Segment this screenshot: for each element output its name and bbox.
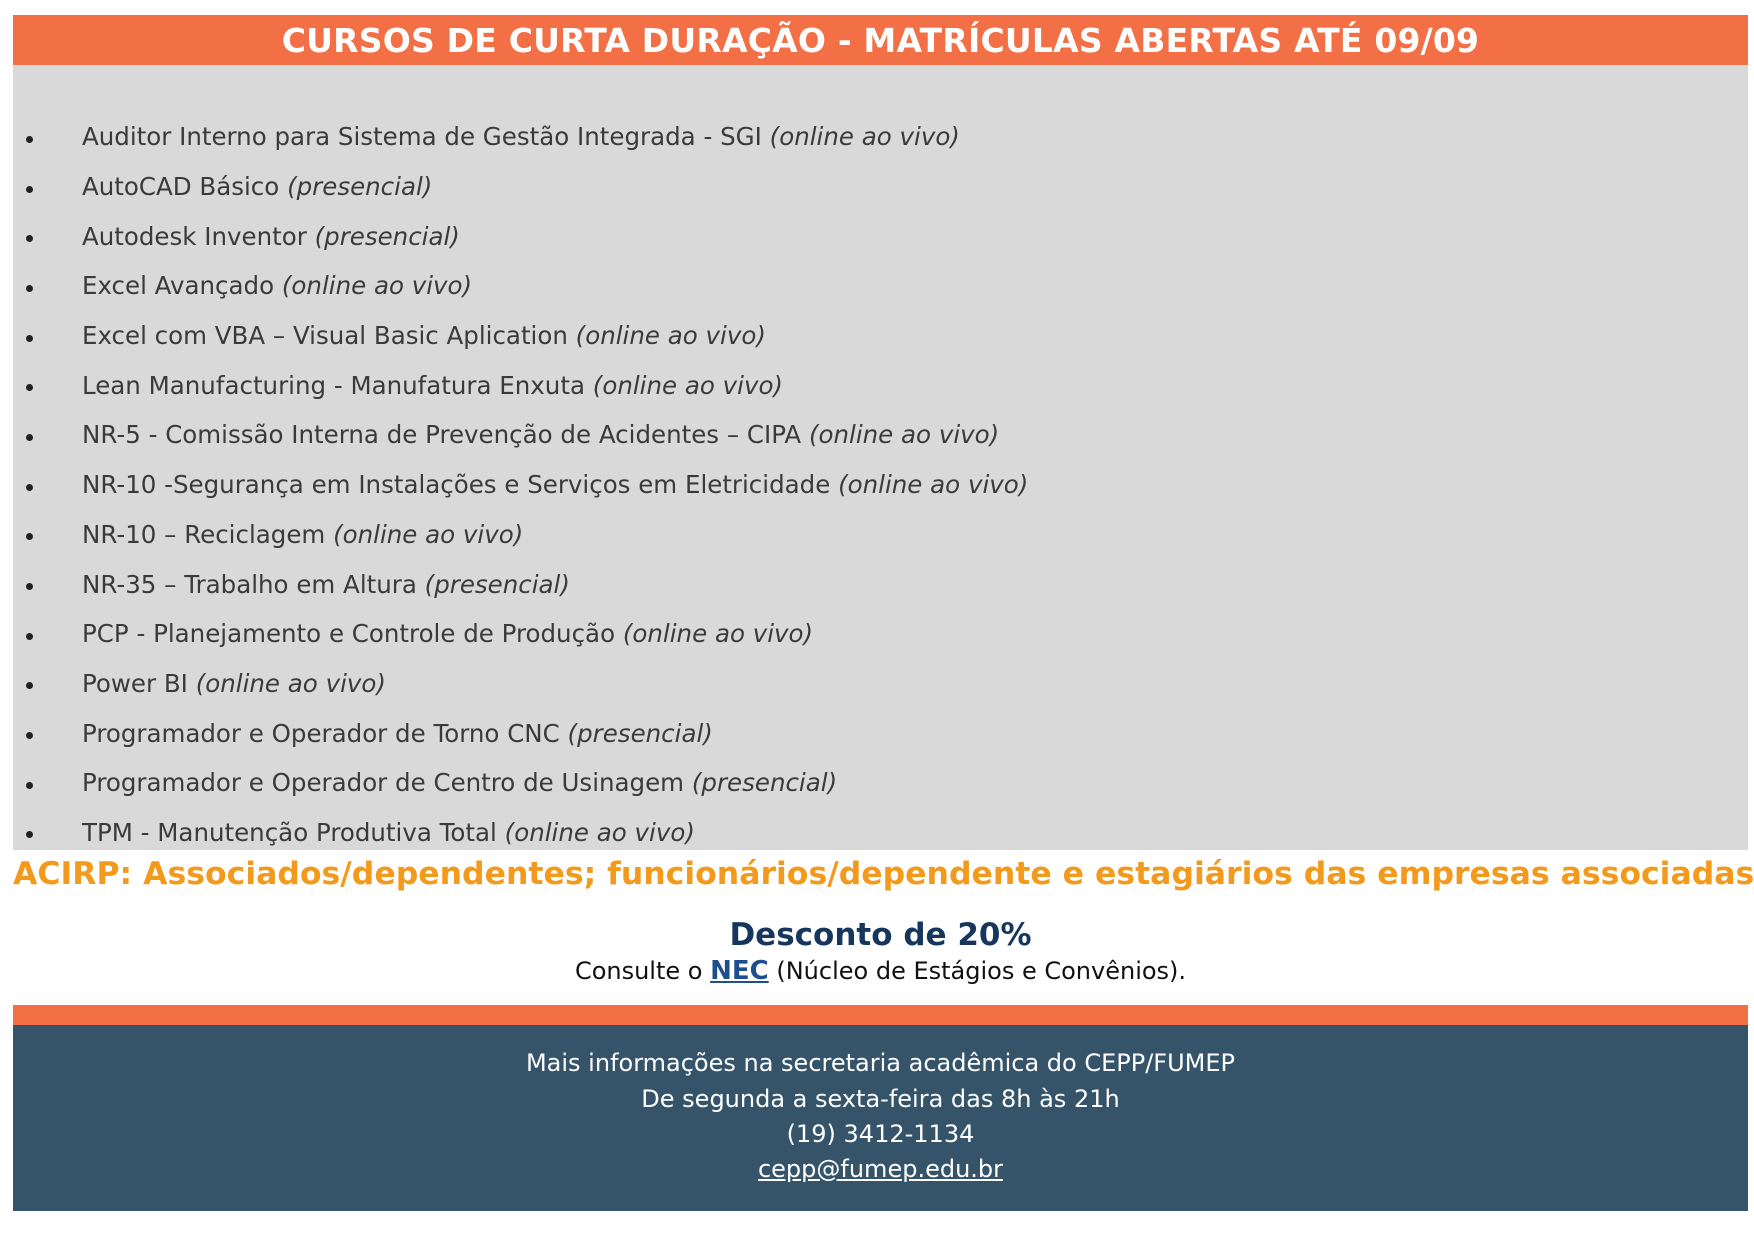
course-list-item (13, 311, 1748, 361)
course-mode: (online ao vivo) (808, 420, 1000, 450)
course-mode: (online ao vivo) (281, 271, 473, 301)
bullet-icon (26, 384, 33, 391)
course-text (82, 420, 999, 449)
footer-info (13, 1025, 1748, 1211)
header-bar (13, 15, 1748, 65)
course-name: TPM - Manutenção Produtiva Total (82, 817, 497, 847)
course-mode: (presencial) (567, 718, 713, 748)
bullet-icon (26, 732, 33, 739)
course-text (82, 271, 472, 300)
course-name: AutoCAD Básico (82, 172, 280, 202)
course-text (82, 768, 837, 797)
bullet-icon (26, 533, 33, 540)
course-mode: (online ao vivo) (592, 370, 783, 400)
course-name: NR-35 – Trabalho em Altura (82, 569, 417, 599)
course-mode: (presencial) (691, 768, 838, 798)
course-list-panel (13, 65, 1748, 850)
course-name: Excel com VBA – Visual Basic Aplication (82, 321, 568, 351)
course-list-item (13, 112, 1748, 162)
course-mode: (online ao vivo) (769, 122, 960, 152)
course-list-item (13, 659, 1748, 709)
consult-suffix: (Núcleo de Estágios e Convênios). (776, 957, 1187, 985)
bullet-icon (26, 831, 33, 838)
course-mode: (online ao vivo) (333, 519, 524, 549)
page-title: CURSOS DE CURTA DURAÇÃO - MATRÍCULAS ABERTAS ATÉ 09/09 (281, 20, 1480, 60)
course-text (82, 818, 695, 847)
course-list-item (13, 460, 1748, 510)
course-text (82, 122, 960, 151)
course-list-item (13, 758, 1748, 808)
bullet-icon (26, 484, 33, 491)
bullet-icon (26, 186, 33, 193)
bullet-icon (26, 235, 33, 242)
bullet-icon (26, 682, 33, 689)
course-mode: (presencial) (314, 221, 460, 251)
course-list-item (13, 261, 1748, 311)
bullet-icon (26, 434, 33, 441)
course-text (82, 619, 813, 648)
course-text (82, 570, 570, 599)
course-mode: (online ao vivo) (504, 817, 695, 847)
orange-divider (13, 1005, 1748, 1025)
consult-prefix: Consulte o (574, 957, 703, 985)
course-name: Programador e Operador de Centro de Usinagem (82, 768, 685, 798)
bullet-icon (26, 782, 33, 789)
course-name: PCP - Planejamento e Controle de Produção (82, 619, 616, 649)
course-list-item (13, 211, 1748, 261)
footer-hours-line: De segunda a sexta-feira das 8h às 21h (641, 1085, 1120, 1113)
course-list-item (13, 559, 1748, 609)
course-name: Auditor Interno para Sistema de Gestão Integrada - SGI (82, 122, 762, 152)
course-list-item (13, 708, 1748, 758)
course-mode: (presencial) (424, 569, 570, 599)
course-list-item (13, 162, 1748, 212)
course-text (82, 470, 1028, 499)
course-text (82, 321, 766, 350)
bullet-icon (26, 285, 33, 292)
bullet-icon (26, 335, 33, 342)
course-name: Lean Manufacturing - Manufatura Enxuta (82, 370, 585, 400)
course-mode: (online ao vivo) (622, 619, 814, 649)
course-list-item (13, 410, 1748, 460)
course-text (82, 371, 783, 400)
course-mode: (online ao vivo) (195, 668, 386, 698)
course-text (82, 520, 523, 549)
course-text (82, 669, 386, 698)
course-mode: (online ao vivo) (838, 470, 1029, 500)
nec-link[interactable]: NEC (710, 956, 769, 986)
consult-line (13, 956, 1748, 986)
footer-email-line (13, 1155, 1748, 1183)
footer-email-link[interactable]: cepp@fumep.edu.br (757, 1155, 1004, 1183)
discount-section (13, 850, 1754, 1005)
course-list-item (13, 360, 1748, 410)
bullet-icon (26, 583, 33, 590)
course-list-item (13, 609, 1748, 659)
footer-phone: (19) 3412-1134 (786, 1120, 975, 1148)
bullet-icon (26, 136, 33, 143)
course-text (82, 719, 713, 748)
acirp-eligibility-text: ACIRP: Associados/dependentes; funcionários/dependente e estagiários das empresas associadas (13, 856, 1754, 892)
course-text (82, 172, 432, 201)
discount-headline: Desconto de 20% (729, 917, 1032, 953)
course-text (82, 222, 460, 251)
course-name: Programador e Operador de Torno CNC (82, 718, 560, 748)
course-list-item (13, 510, 1748, 560)
course-name: Power BI (82, 668, 188, 698)
course-list (13, 112, 1748, 857)
course-name: NR-10 – Reciclagem (82, 519, 326, 549)
course-name: NR-5 - Comissão Interna de Prevenção de Acidentes – CIPA (82, 420, 802, 450)
course-name: NR-10 -Segurança em Instalações e Serviços em Eletricidade (82, 470, 831, 500)
course-mode: (online ao vivo) (575, 321, 766, 351)
course-name: Excel Avançado (82, 271, 275, 301)
bullet-icon (26, 633, 33, 640)
footer-info-line: Mais informações na secretaria acadêmica do CEPP/FUMEP (525, 1049, 1236, 1077)
course-name: Autodesk Inventor (82, 221, 307, 251)
course-mode: (presencial) (287, 172, 433, 202)
